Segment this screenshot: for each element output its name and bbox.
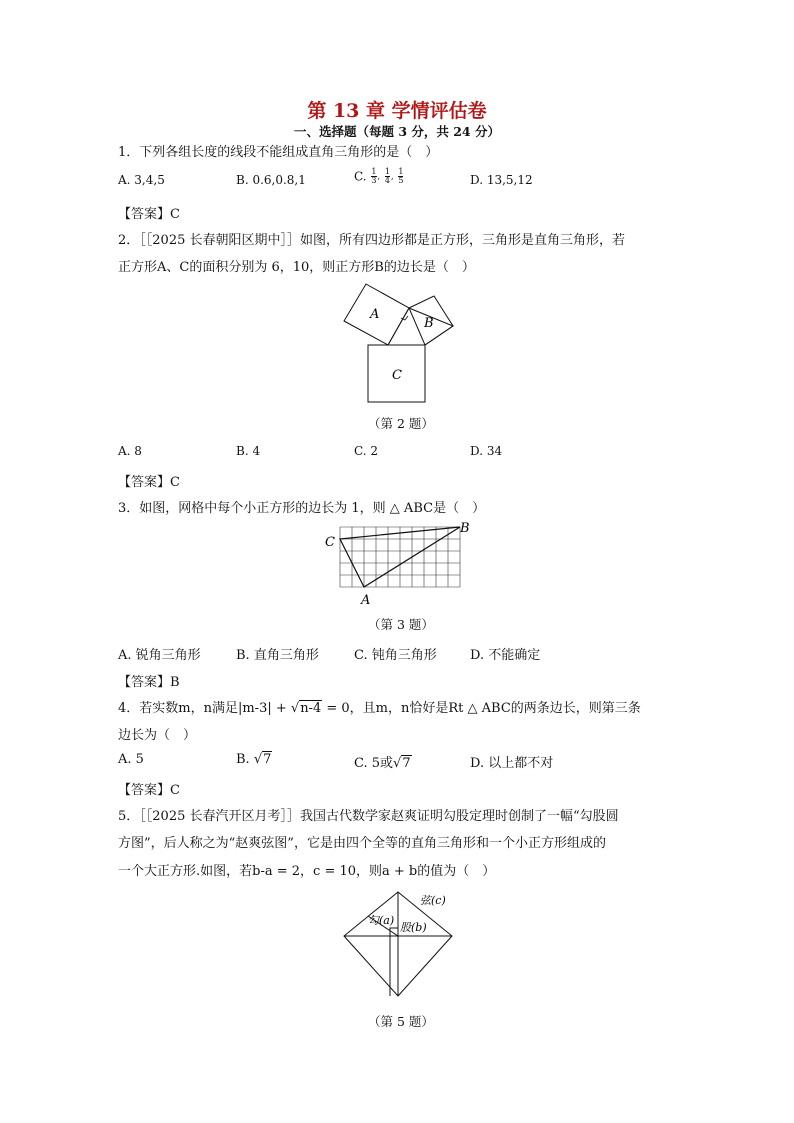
q3-answer: 【答案】B	[118, 675, 180, 690]
label-b: B	[460, 521, 470, 536]
q3-option-b: B. 直角三角形	[236, 648, 319, 663]
q3-option-c: C. 钝角三角形	[354, 648, 437, 663]
question-5-stem-line1: 5．［［2025 长春汽开区月考］］我国古代数学家赵爽证明勾股定理时创制了一幅“勾股圆	[118, 809, 619, 824]
label-long-leg: 股(b)	[400, 921, 427, 934]
figure-2-caption: （第 2 题）	[368, 416, 434, 431]
q1-answer: 【答案】C	[118, 207, 180, 222]
figure-5-zhao-shuang-diagram	[340, 886, 456, 1008]
q2-option-a: A. 8	[118, 444, 142, 458]
question-2-stem-line1: 2．［［2025 长春朝阳区期中］］如图，所有四边形都是正方形，三角形是直角三角形，若	[118, 233, 625, 248]
sqrt-7: √7	[253, 752, 272, 767]
q1-option-c: C. $\frac{1}{3}$ , $\frac{1}{4}$ , $\frac{1}{5}$	[354, 167, 404, 185]
q2-option-c: C. 2	[354, 444, 379, 458]
q2-option-d: D. 34	[470, 444, 503, 458]
label-a: A	[370, 307, 380, 322]
label-hypotenuse: 弦(c)	[420, 894, 446, 907]
q1-option-d: D. 13,5,12	[470, 173, 533, 187]
label-c: C	[392, 368, 402, 383]
label-b: B	[424, 316, 434, 331]
fraction-one-third: $\frac{1}{3}$	[371, 167, 377, 185]
q2-answer: 【答案】C	[118, 475, 180, 490]
question-2-stem-line2: 正方形A、C的面积分别为 6，10，则正方形B的边长是（ ）	[118, 260, 475, 275]
q4-option-b: B. √7	[236, 752, 272, 767]
triangle-edges-lower	[344, 936, 390, 996]
q2-option-b: B. 4	[236, 444, 261, 458]
q4-option-c: C. 5或√7	[354, 756, 411, 771]
grid-lines	[340, 527, 460, 587]
label-short-leg: 勾(a)	[368, 914, 395, 927]
figure-5-caption: （第 5 题）	[368, 1014, 434, 1029]
figure-2-squares	[330, 282, 465, 407]
q3-option-a: A. 锐角三角形	[118, 648, 201, 663]
q1-option-a: A. 3,4,5	[118, 173, 165, 187]
q3-option-d: D. 不能确定	[470, 648, 541, 663]
figure-3-grid	[322, 520, 474, 608]
label-c: C	[325, 535, 335, 550]
question-3-stem: 3．如图，网格中每个小正方形的边长为 1，则 △ ABC是（ ）	[118, 501, 486, 516]
question-4-stem-line1: 4．若实数m，n满足|m-3| + √n-4 = 0，且m，n恰好是Rt △ ABC的两条边长，则第三条	[118, 701, 641, 716]
fraction-one-fifth: $\frac{1}{5}$	[398, 167, 404, 185]
question-5-stem-line3: 一个大正方形.如图，若b-a = 2，c = 10，则a + b的值为（ ）	[118, 864, 496, 879]
label-a: A	[361, 593, 371, 608]
sqrt-n-minus-4: √n-4	[290, 701, 322, 716]
triangle-edge	[388, 308, 453, 345]
question-1-stem: 1．下列各组长度的线段不能组成直角三角形的是（ ）	[118, 145, 439, 160]
question-4-stem-line2: 边长为（ ）	[118, 728, 197, 743]
q4-answer: 【答案】C	[118, 783, 180, 798]
section-heading: 一、选择题（每题 3 分，共 24 分）	[293, 124, 500, 139]
figure-3-caption: （第 3 题）	[368, 617, 434, 632]
q4-option-a: A. 5	[118, 752, 144, 767]
q4-option-d: D. 以上都不对	[470, 756, 554, 771]
sqrt-7: √7	[393, 756, 411, 771]
fraction-one-fourth: $\frac{1}{4}$	[384, 167, 390, 185]
q1-option-b: B. 0.6,0.8,1	[236, 173, 306, 187]
page-title: 第 13 章 学情评估卷	[307, 100, 487, 122]
question-5-stem-line2: 方图”，后人称之为“赵爽弦图”，它是由四个全等的直角三角形和一个小正方形组成的	[118, 836, 606, 851]
